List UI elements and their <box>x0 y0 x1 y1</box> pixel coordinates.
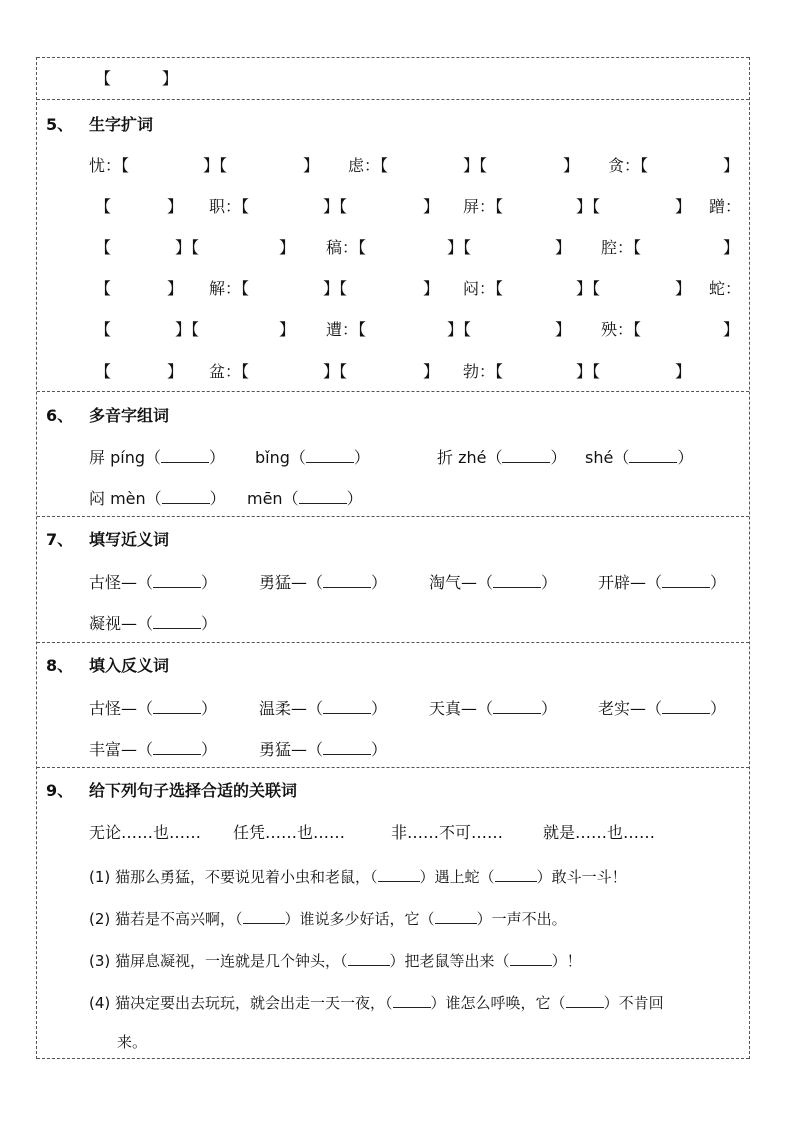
answer-blank[interactable] <box>348 950 390 966</box>
section-title: 填入反义词 <box>89 656 170 675</box>
fill-item: 屏 píng（ ） <box>89 448 226 467</box>
bracket-blank: 】 <box>167 197 184 216</box>
fill-item: 闷 mèn（ ） <box>89 489 226 508</box>
answer-blank[interactable] <box>493 698 541 714</box>
answer-blank[interactable] <box>662 572 710 588</box>
fill-item: 淘气—（ ） <box>429 573 558 592</box>
conjunction-option: 非……不可…… <box>391 823 504 842</box>
char-label: 虑：【 <box>348 156 389 175</box>
answer-blank[interactable] <box>323 739 371 755</box>
char-label: 腔：【 <box>601 238 642 257</box>
answer-blank[interactable] <box>162 488 210 504</box>
bracket-blank: 】 <box>723 320 740 339</box>
bracket-blank: 】【 <box>576 362 601 381</box>
char-label: 职：【 <box>209 197 250 216</box>
section-number: 9、 <box>46 781 74 800</box>
fill-item: 凝视—（ ） <box>89 614 218 633</box>
answer-blank[interactable] <box>153 613 201 629</box>
section-title: 填写近义词 <box>89 530 170 549</box>
bracket-blank: 】 <box>723 156 740 175</box>
answer-blank[interactable] <box>153 572 201 588</box>
bracket-blank: 】【 <box>463 156 488 175</box>
char-label: 闷：【 <box>463 279 504 298</box>
answer-blank[interactable] <box>502 447 550 463</box>
section-number: 7、 <box>46 530 74 549</box>
fill-item: shé（ ） <box>585 448 694 467</box>
char-label: 贪：【 <box>608 156 649 175</box>
bracket-blank: 】【 <box>323 279 348 298</box>
bracket-blank: 】 <box>555 238 572 257</box>
conjunction-option: 任凭……也…… <box>233 823 346 842</box>
char-label: 殃：【 <box>601 320 642 339</box>
conjunction-option: 就是……也…… <box>543 823 656 842</box>
bracket-blank: 】【 <box>323 362 348 381</box>
bracket-blank: 【 <box>95 320 112 339</box>
section-title: 生字扩词 <box>89 115 154 134</box>
bracket-blank: 】 <box>675 197 692 216</box>
answer-blank[interactable] <box>378 866 420 882</box>
section-5 <box>37 99 749 391</box>
bracket-blank: 】 <box>723 238 740 257</box>
answer-blank[interactable] <box>566 992 604 1008</box>
fill-item: 开辟—（ ） <box>598 573 727 592</box>
bracket-blank: 】【 <box>203 156 228 175</box>
question-2: (2) 猫若是不高兴啊，（ ）谁说多少好话，它（ ）一声不出。 <box>89 910 567 928</box>
fill-item: bǐng（ ） <box>255 448 370 467</box>
bracket-blank: 】 <box>167 362 184 381</box>
bracket-blank: 】 <box>303 156 320 175</box>
answer-blank[interactable] <box>662 698 710 714</box>
section-title: 给下列句子选择合适的关联词 <box>89 781 298 800</box>
fill-item: 折 zhé（ ） <box>437 448 567 467</box>
char-label: 屏：【 <box>463 197 504 216</box>
question-1: (1) 猫那么勇猛，不要说见着小虫和老鼠，（ ）遇上蛇（ ）敢斗一斗！ <box>89 868 627 886</box>
fill-item: 丰富—（ ） <box>89 740 218 759</box>
answer-blank[interactable] <box>161 447 209 463</box>
fill-item: mēn（ ） <box>247 489 363 508</box>
answer-blank[interactable] <box>323 698 371 714</box>
bracket-blank: 】 <box>555 320 572 339</box>
bracket-blank: 【 <box>95 362 112 381</box>
fill-item: 古怪—（ ） <box>89 699 218 718</box>
answer-blank[interactable] <box>299 488 347 504</box>
question-4: (4) 猫决定要出去玩玩，就会出走一天一夜，（ ）谁怎么呼唤，它（ ）不肯回 <box>89 994 664 1012</box>
answer-blank[interactable] <box>510 950 552 966</box>
char-label: 蛇： <box>709 279 742 298</box>
char-label: 蹭： <box>709 197 742 216</box>
bracket-blank: 】 <box>675 279 692 298</box>
section-8 <box>37 642 749 767</box>
answer-blank[interactable] <box>153 698 201 714</box>
bracket-blank: 【 】 <box>95 69 178 88</box>
bracket-blank: 【 <box>95 238 112 257</box>
bracket-blank: 【 <box>95 197 112 216</box>
section-number: 5、 <box>46 115 74 134</box>
prev-section-tail <box>37 57 749 99</box>
bracket-blank: 】 <box>675 362 692 381</box>
bracket-blank: 】 <box>279 320 296 339</box>
char-label: 稿：【 <box>326 238 367 257</box>
bracket-blank: 】【 <box>175 320 200 339</box>
bracket-blank: 】 <box>167 279 184 298</box>
question-3: (3) 猫屏息凝视，一连就是几个钟头，（ ）把老鼠等出来（ ）！ <box>89 952 582 970</box>
fill-item: 勇猛—（ ） <box>259 573 388 592</box>
bracket-blank: 】【 <box>576 197 601 216</box>
bracket-blank: 】 <box>563 156 580 175</box>
answer-blank[interactable] <box>435 908 477 924</box>
question-4-continued: 来。 <box>117 1033 148 1051</box>
section-9 <box>37 767 749 1059</box>
bracket-blank: 】 <box>423 362 440 381</box>
bracket-blank: 】【 <box>447 238 472 257</box>
bracket-blank: 】 <box>423 279 440 298</box>
answer-blank[interactable] <box>629 447 677 463</box>
fill-item: 古怪—（ ） <box>89 573 218 592</box>
answer-blank[interactable] <box>493 572 541 588</box>
answer-blank[interactable] <box>323 572 371 588</box>
char-label: 勃：【 <box>463 362 504 381</box>
bracket-blank: 】【 <box>323 197 348 216</box>
fill-item: 老实—（ ） <box>598 699 727 718</box>
answer-blank[interactable] <box>153 739 201 755</box>
char-label: 解：【 <box>209 279 250 298</box>
section-7 <box>37 516 749 642</box>
char-label: 遭：【 <box>326 320 367 339</box>
bracket-blank: 】 <box>279 238 296 257</box>
answer-blank[interactable] <box>393 992 431 1008</box>
bracket-blank: 【 <box>95 279 112 298</box>
answer-blank[interactable] <box>243 908 285 924</box>
char-label: 忧：【 <box>89 156 130 175</box>
section-6 <box>37 391 749 516</box>
conjunction-option: 无论……也…… <box>89 823 202 842</box>
bracket-blank: 】【 <box>447 320 472 339</box>
section-number: 8、 <box>46 656 74 675</box>
worksheet <box>36 57 750 1059</box>
bracket-blank: 】【 <box>175 238 200 257</box>
section-title: 多音字组词 <box>89 406 170 425</box>
section-number: 6、 <box>46 406 74 425</box>
fill-item: 温柔—（ ） <box>259 699 388 718</box>
fill-item: 天真—（ ） <box>429 699 558 718</box>
answer-blank[interactable] <box>306 447 354 463</box>
bracket-blank: 】 <box>423 197 440 216</box>
answer-blank[interactable] <box>495 866 537 882</box>
bracket-blank: 】【 <box>576 279 601 298</box>
char-label: 盆：【 <box>209 362 250 381</box>
fill-item: 勇猛—（ ） <box>259 740 388 759</box>
